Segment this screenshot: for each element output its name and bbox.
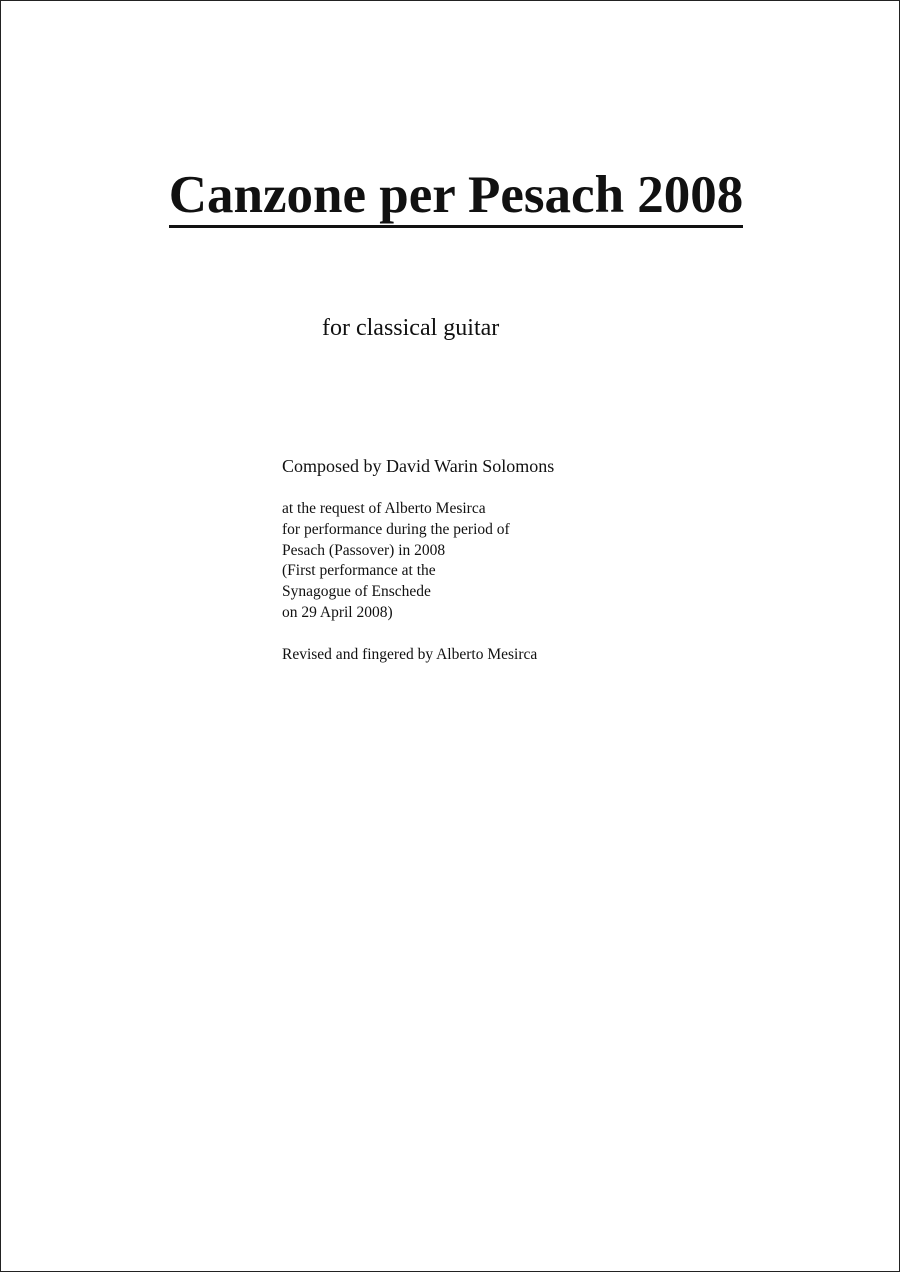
details-line: for performance during the period of [282, 520, 510, 538]
revision-credit: Revised and fingered by Alberto Mesirca [282, 646, 538, 663]
commission-details [282, 499, 510, 624]
title-text: Canzone per Pesach 2008 [169, 165, 744, 228]
page-title [1, 163, 900, 228]
details-line: at the request of Alberto Mesirca [282, 500, 486, 517]
details-line: Synagogue of Enschede [282, 583, 431, 601]
details-line: Pesach (Passover) in 2008 [282, 541, 446, 559]
subtitle: for classical guitar [322, 315, 500, 341]
details-line: (First performance at the [282, 562, 436, 580]
details-line: on 29 April 2008) [282, 603, 393, 621]
composer-credit: Composed by David Warin Solomons [282, 456, 555, 476]
